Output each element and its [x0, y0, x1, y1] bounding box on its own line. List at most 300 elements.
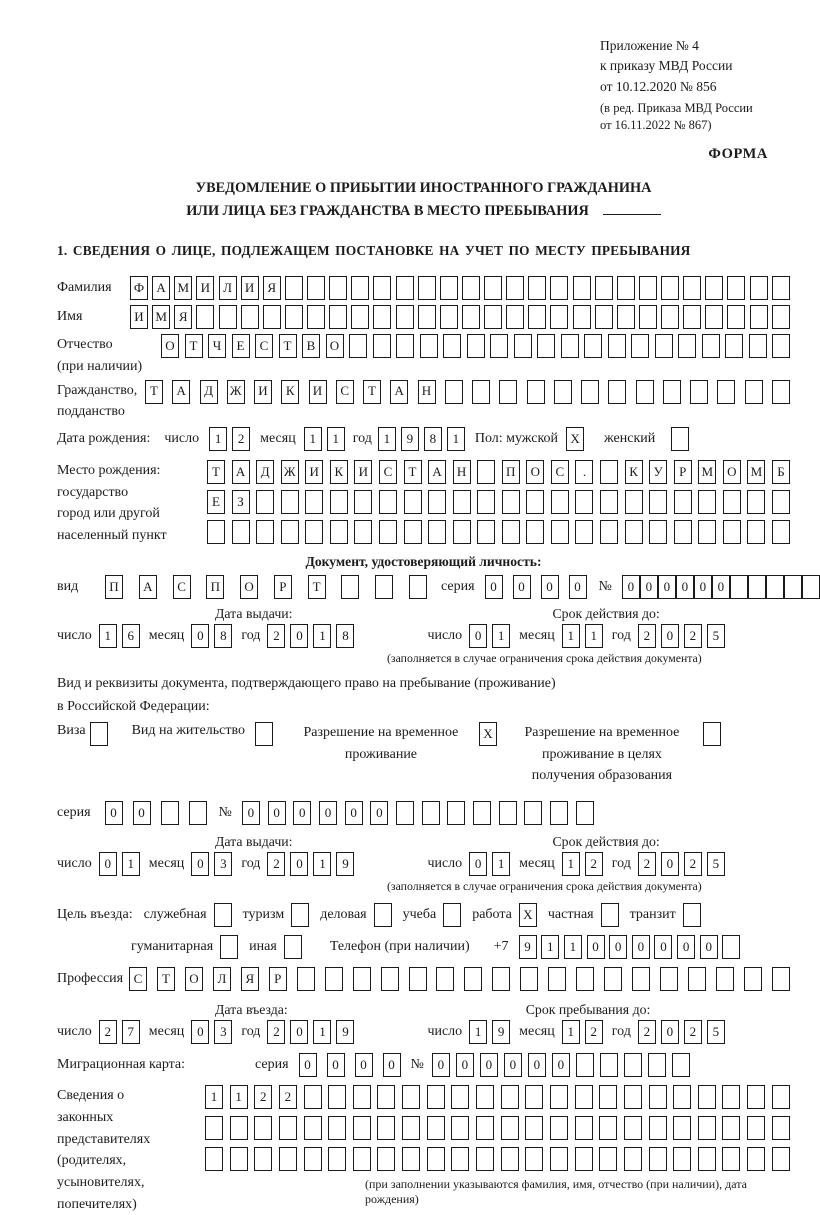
form-cell[interactable] [525, 1147, 543, 1171]
form-cell[interactable]: 0 [480, 1053, 498, 1077]
form-cell[interactable]: 2 [638, 852, 656, 876]
form-cell[interactable] [551, 520, 569, 544]
form-cell[interactable]: 2 [267, 624, 285, 648]
form-cell[interactable] [328, 1116, 346, 1140]
form-cell[interactable] [702, 334, 720, 358]
form-cell[interactable]: 1 [378, 427, 396, 451]
form-cell[interactable] [377, 1085, 395, 1109]
form-cell[interactable]: 1 [313, 624, 331, 648]
form-cell[interactable] [698, 1116, 716, 1140]
form-cell[interactable]: 0 [319, 801, 337, 825]
form-cell[interactable]: 7 [122, 1020, 140, 1044]
form-cell[interactable]: 0 [569, 575, 587, 599]
form-cell[interactable]: 1 [585, 624, 603, 648]
form-cell[interactable]: 1 [313, 1020, 331, 1044]
form-cell[interactable] [490, 334, 508, 358]
form-cell[interactable] [672, 1053, 690, 1077]
form-cell[interactable]: Т [145, 380, 163, 404]
form-cell[interactable] [624, 1116, 642, 1140]
form-cell[interactable]: 0 [654, 935, 672, 959]
form-cell[interactable] [351, 305, 369, 329]
form-cell[interactable]: О [161, 334, 179, 358]
form-cell[interactable] [705, 276, 723, 300]
form-cell[interactable] [595, 305, 613, 329]
form-cell[interactable]: 1 [230, 1085, 248, 1109]
form-cell[interactable]: М [152, 305, 170, 329]
form-cell[interactable]: 5 [707, 624, 725, 648]
form-cell[interactable] [727, 305, 745, 329]
visa-checkbox[interactable] [90, 722, 108, 746]
form-cell[interactable] [443, 334, 461, 358]
form-cell[interactable] [772, 305, 790, 329]
form-cell[interactable]: 1 [122, 852, 140, 876]
form-cell[interactable]: 2 [267, 1020, 285, 1044]
form-cell[interactable] [631, 334, 649, 358]
form-cell[interactable]: 0 [105, 801, 123, 825]
male-checkbox[interactable]: X [566, 427, 584, 451]
form-cell[interactable] [219, 305, 237, 329]
purpose-private-checkbox[interactable] [601, 903, 619, 927]
form-cell[interactable]: 0 [469, 852, 487, 876]
form-cell[interactable]: 2 [232, 427, 250, 451]
form-cell[interactable]: С [379, 460, 397, 484]
form-cell[interactable] [705, 305, 723, 329]
form-cell[interactable] [279, 1147, 297, 1171]
purpose-study-checkbox[interactable] [443, 903, 461, 927]
form-cell[interactable] [447, 801, 465, 825]
form-cell[interactable]: И [130, 305, 148, 329]
form-cell[interactable] [772, 1116, 790, 1140]
form-cell[interactable]: 0 [552, 1053, 570, 1077]
form-cell[interactable] [256, 490, 274, 514]
form-cell[interactable] [375, 575, 393, 599]
form-cell[interactable] [725, 334, 743, 358]
form-cell[interactable] [784, 575, 802, 599]
form-cell[interactable]: С [173, 575, 191, 599]
form-cell[interactable]: Т [363, 380, 381, 404]
form-cell[interactable] [528, 276, 546, 300]
form-cell[interactable] [230, 1116, 248, 1140]
form-cell[interactable]: Л [219, 276, 237, 300]
temp-residence-education-checkbox[interactable] [703, 722, 721, 746]
form-cell[interactable] [617, 276, 635, 300]
form-cell[interactable] [674, 490, 692, 514]
form-cell[interactable] [649, 1085, 667, 1109]
form-cell[interactable]: 8 [424, 427, 442, 451]
form-cell[interactable] [744, 967, 762, 991]
form-cell[interactable] [772, 1085, 790, 1109]
form-cell[interactable] [351, 276, 369, 300]
form-cell[interactable] [648, 1053, 666, 1077]
form-cell[interactable]: И [309, 380, 327, 404]
form-cell[interactable] [698, 1147, 716, 1171]
form-cell[interactable] [305, 490, 323, 514]
form-cell[interactable]: 0 [268, 801, 286, 825]
form-cell[interactable]: И [305, 460, 323, 484]
form-cell[interactable] [330, 520, 348, 544]
form-cell[interactable] [445, 380, 463, 404]
form-cell[interactable] [232, 520, 250, 544]
form-cell[interactable]: Ж [227, 380, 245, 404]
form-cell[interactable] [440, 305, 458, 329]
form-cell[interactable] [207, 520, 225, 544]
form-cell[interactable] [802, 575, 820, 599]
form-cell[interactable] [772, 967, 790, 991]
form-cell[interactable] [404, 520, 422, 544]
form-cell[interactable] [581, 380, 599, 404]
form-cell[interactable] [683, 305, 701, 329]
form-cell[interactable] [477, 520, 495, 544]
form-cell[interactable] [451, 1147, 469, 1171]
form-cell[interactable] [453, 520, 471, 544]
form-cell[interactable]: 2 [684, 1020, 702, 1044]
form-cell[interactable]: 8 [214, 624, 232, 648]
form-cell[interactable] [661, 276, 679, 300]
form-cell[interactable] [688, 967, 706, 991]
form-cell[interactable] [576, 967, 594, 991]
form-cell[interactable] [600, 1053, 618, 1077]
form-cell[interactable] [502, 490, 520, 514]
form-cell[interactable] [281, 490, 299, 514]
form-cell[interactable] [624, 1085, 642, 1109]
form-cell[interactable]: М [174, 276, 192, 300]
form-cell[interactable]: 0 [293, 801, 311, 825]
form-cell[interactable] [576, 801, 594, 825]
purpose-official-checkbox[interactable] [214, 903, 232, 927]
form-cell[interactable] [328, 1147, 346, 1171]
form-cell[interactable] [420, 334, 438, 358]
form-cell[interactable] [573, 276, 591, 300]
form-cell[interactable] [373, 276, 391, 300]
form-cell[interactable] [747, 1116, 765, 1140]
form-cell[interactable] [256, 520, 274, 544]
form-cell[interactable]: 0 [712, 575, 730, 599]
form-cell[interactable]: П [502, 460, 520, 484]
form-cell[interactable]: 0 [485, 575, 503, 599]
form-cell[interactable] [625, 520, 643, 544]
form-cell[interactable] [205, 1116, 223, 1140]
form-cell[interactable] [402, 1116, 420, 1140]
form-cell[interactable]: 1 [541, 935, 559, 959]
form-cell[interactable]: Я [263, 276, 281, 300]
form-cell[interactable] [440, 276, 458, 300]
form-cell[interactable]: 1 [447, 427, 465, 451]
form-cell[interactable] [422, 801, 440, 825]
form-cell[interactable] [747, 490, 765, 514]
form-cell[interactable] [304, 1085, 322, 1109]
form-cell[interactable] [279, 1116, 297, 1140]
form-cell[interactable] [476, 1147, 494, 1171]
form-cell[interactable] [396, 305, 414, 329]
form-cell[interactable] [550, 1147, 568, 1171]
form-cell[interactable]: Ж [281, 460, 299, 484]
form-cell[interactable]: 1 [564, 935, 582, 959]
form-cell[interactable]: З [232, 490, 250, 514]
form-cell[interactable] [526, 490, 544, 514]
form-cell[interactable] [492, 967, 510, 991]
form-cell[interactable] [402, 1085, 420, 1109]
form-cell[interactable] [537, 334, 555, 358]
form-cell[interactable] [730, 575, 748, 599]
form-cell[interactable] [749, 334, 767, 358]
form-cell[interactable] [584, 334, 602, 358]
form-cell[interactable] [678, 334, 696, 358]
form-cell[interactable]: 1 [209, 427, 227, 451]
form-cell[interactable] [341, 575, 359, 599]
form-cell[interactable] [551, 490, 569, 514]
form-cell[interactable] [349, 334, 367, 358]
form-cell[interactable]: Р [274, 575, 292, 599]
form-cell[interactable]: 5 [707, 1020, 725, 1044]
form-cell[interactable]: Е [232, 334, 250, 358]
form-cell[interactable]: П [105, 575, 123, 599]
form-cell[interactable]: Я [174, 305, 192, 329]
form-cell[interactable] [550, 305, 568, 329]
form-cell[interactable]: Н [418, 380, 436, 404]
form-cell[interactable] [502, 520, 520, 544]
form-cell[interactable] [467, 334, 485, 358]
form-cell[interactable] [281, 520, 299, 544]
form-cell[interactable] [727, 276, 745, 300]
form-cell[interactable] [501, 1147, 519, 1171]
form-cell[interactable]: 0 [677, 935, 695, 959]
form-cell[interactable]: 0 [504, 1053, 522, 1077]
form-cell[interactable] [698, 1085, 716, 1109]
form-cell[interactable]: 0 [432, 1053, 450, 1077]
form-cell[interactable]: О [326, 334, 344, 358]
form-cell[interactable] [373, 334, 391, 358]
form-cell[interactable]: Ч [208, 334, 226, 358]
form-cell[interactable] [674, 520, 692, 544]
form-cell[interactable] [617, 305, 635, 329]
form-cell[interactable]: 0 [661, 852, 679, 876]
form-cell[interactable] [624, 1147, 642, 1171]
purpose-other-checkbox[interactable] [284, 935, 302, 959]
form-cell[interactable] [379, 520, 397, 544]
form-cell[interactable]: И [254, 380, 272, 404]
form-cell[interactable] [329, 305, 347, 329]
form-cell[interactable]: 1 [304, 427, 322, 451]
form-cell[interactable] [506, 276, 524, 300]
form-cell[interactable]: 1 [205, 1085, 223, 1109]
form-cell[interactable]: 1 [562, 624, 580, 648]
form-cell[interactable]: 0 [622, 575, 640, 599]
form-cell[interactable] [436, 967, 454, 991]
form-cell[interactable]: 6 [122, 624, 140, 648]
form-cell[interactable]: 1 [469, 1020, 487, 1044]
form-cell[interactable] [599, 1085, 617, 1109]
form-cell[interactable] [683, 276, 701, 300]
form-cell[interactable] [526, 520, 544, 544]
form-cell[interactable]: 1 [562, 852, 580, 876]
form-cell[interactable]: 0 [133, 801, 151, 825]
purpose-tourism-checkbox[interactable] [291, 903, 309, 927]
form-cell[interactable] [599, 1147, 617, 1171]
form-cell[interactable] [624, 1053, 642, 1077]
form-cell[interactable] [625, 490, 643, 514]
form-cell[interactable]: А [152, 276, 170, 300]
form-cell[interactable]: К [281, 380, 299, 404]
form-cell[interactable] [196, 305, 214, 329]
form-cell[interactable] [381, 967, 399, 991]
form-cell[interactable] [472, 380, 490, 404]
form-cell[interactable]: О [185, 967, 203, 991]
form-cell[interactable] [575, 520, 593, 544]
form-cell[interactable] [745, 380, 763, 404]
form-cell[interactable]: 2 [684, 624, 702, 648]
form-cell[interactable] [525, 1085, 543, 1109]
form-cell[interactable] [698, 490, 716, 514]
form-cell[interactable]: Д [200, 380, 218, 404]
form-cell[interactable]: 0 [469, 624, 487, 648]
form-cell[interactable] [377, 1147, 395, 1171]
form-cell[interactable]: . [575, 460, 593, 484]
form-cell[interactable]: 0 [290, 852, 308, 876]
form-cell[interactable]: А [172, 380, 190, 404]
form-cell[interactable] [690, 380, 708, 404]
form-cell[interactable] [453, 490, 471, 514]
form-cell[interactable] [661, 305, 679, 329]
form-cell[interactable]: 1 [562, 1020, 580, 1044]
form-cell[interactable]: 0 [299, 1053, 317, 1077]
form-cell[interactable] [604, 967, 622, 991]
form-cell[interactable] [427, 1116, 445, 1140]
form-cell[interactable]: 9 [401, 427, 419, 451]
form-cell[interactable] [305, 520, 323, 544]
temp-residence-checkbox[interactable]: X [479, 722, 497, 746]
form-cell[interactable] [451, 1085, 469, 1109]
form-cell[interactable] [409, 575, 427, 599]
form-cell[interactable] [747, 520, 765, 544]
form-cell[interactable]: 0 [191, 624, 209, 648]
form-cell[interactable] [599, 1116, 617, 1140]
form-cell[interactable]: Л [213, 967, 231, 991]
form-cell[interactable]: С [551, 460, 569, 484]
form-cell[interactable]: 9 [492, 1020, 510, 1044]
form-cell[interactable] [254, 1147, 272, 1171]
form-cell[interactable] [639, 305, 657, 329]
form-cell[interactable] [573, 305, 591, 329]
form-cell[interactable] [462, 276, 480, 300]
form-cell[interactable] [528, 305, 546, 329]
form-cell[interactable] [723, 490, 741, 514]
form-cell[interactable] [402, 1147, 420, 1171]
form-cell[interactable]: С [129, 967, 147, 991]
form-cell[interactable]: 0 [640, 575, 658, 599]
form-cell[interactable] [325, 967, 343, 991]
form-cell[interactable] [307, 305, 325, 329]
form-cell[interactable] [473, 801, 491, 825]
form-cell[interactable] [649, 1147, 667, 1171]
form-cell[interactable]: Д [256, 460, 274, 484]
form-cell[interactable] [476, 1085, 494, 1109]
form-cell[interactable] [747, 1085, 765, 1109]
form-cell[interactable] [575, 1116, 593, 1140]
form-cell[interactable]: Т [279, 334, 297, 358]
form-cell[interactable]: С [336, 380, 354, 404]
form-cell[interactable] [772, 276, 790, 300]
form-cell[interactable] [520, 967, 538, 991]
form-cell[interactable]: А [390, 380, 408, 404]
form-cell[interactable] [499, 801, 517, 825]
form-cell[interactable] [353, 1116, 371, 1140]
form-cell[interactable]: 0 [632, 935, 650, 959]
form-cell[interactable] [285, 305, 303, 329]
female-checkbox[interactable] [671, 427, 689, 451]
form-cell[interactable]: 1 [492, 624, 510, 648]
purpose-business-checkbox[interactable] [374, 903, 392, 927]
form-cell[interactable] [427, 1085, 445, 1109]
form-cell[interactable] [484, 276, 502, 300]
form-cell[interactable] [766, 575, 784, 599]
form-cell[interactable] [772, 380, 790, 404]
form-cell[interactable] [328, 1085, 346, 1109]
form-cell[interactable]: О [723, 460, 741, 484]
form-cell[interactable] [600, 520, 618, 544]
form-cell[interactable] [608, 380, 626, 404]
form-cell[interactable] [409, 967, 427, 991]
form-cell[interactable]: К [625, 460, 643, 484]
form-cell[interactable] [550, 276, 568, 300]
form-cell[interactable]: 0 [541, 575, 559, 599]
form-cell[interactable] [595, 276, 613, 300]
form-cell[interactable] [373, 305, 391, 329]
form-cell[interactable]: К [330, 460, 348, 484]
form-cell[interactable]: Е [207, 490, 225, 514]
form-cell[interactable] [649, 520, 667, 544]
form-cell[interactable] [600, 490, 618, 514]
form-cell[interactable] [673, 1147, 691, 1171]
form-cell[interactable]: 0 [609, 935, 627, 959]
form-cell[interactable] [396, 334, 414, 358]
form-cell[interactable] [608, 334, 626, 358]
form-cell[interactable]: 0 [676, 575, 694, 599]
form-cell[interactable] [575, 1085, 593, 1109]
form-cell[interactable]: 0 [290, 1020, 308, 1044]
form-cell[interactable] [501, 1085, 519, 1109]
form-cell[interactable]: 9 [336, 1020, 354, 1044]
form-cell[interactable]: А [232, 460, 250, 484]
form-cell[interactable]: У [649, 460, 667, 484]
form-cell[interactable] [304, 1116, 322, 1140]
form-cell[interactable] [554, 380, 572, 404]
form-cell[interactable]: 9 [519, 935, 537, 959]
form-cell[interactable]: 2 [638, 1020, 656, 1044]
form-cell[interactable]: 0 [513, 575, 531, 599]
form-cell[interactable]: Т [185, 334, 203, 358]
form-cell[interactable]: Н [453, 460, 471, 484]
form-cell[interactable] [722, 1085, 740, 1109]
form-cell[interactable]: 0 [99, 852, 117, 876]
form-cell[interactable] [600, 460, 618, 484]
form-cell[interactable] [477, 490, 495, 514]
form-cell[interactable] [655, 334, 673, 358]
form-cell[interactable]: Т [404, 460, 422, 484]
form-cell[interactable] [649, 1116, 667, 1140]
form-cell[interactable] [772, 1147, 790, 1171]
form-cell[interactable] [663, 380, 681, 404]
form-cell[interactable] [427, 1147, 445, 1171]
form-cell[interactable] [241, 305, 259, 329]
form-cell[interactable] [575, 1147, 593, 1171]
form-cell[interactable] [772, 334, 790, 358]
form-cell[interactable] [772, 490, 790, 514]
form-cell[interactable] [353, 967, 371, 991]
form-cell[interactable] [263, 305, 281, 329]
form-cell[interactable] [550, 1116, 568, 1140]
form-cell[interactable] [428, 490, 446, 514]
form-cell[interactable] [514, 334, 532, 358]
